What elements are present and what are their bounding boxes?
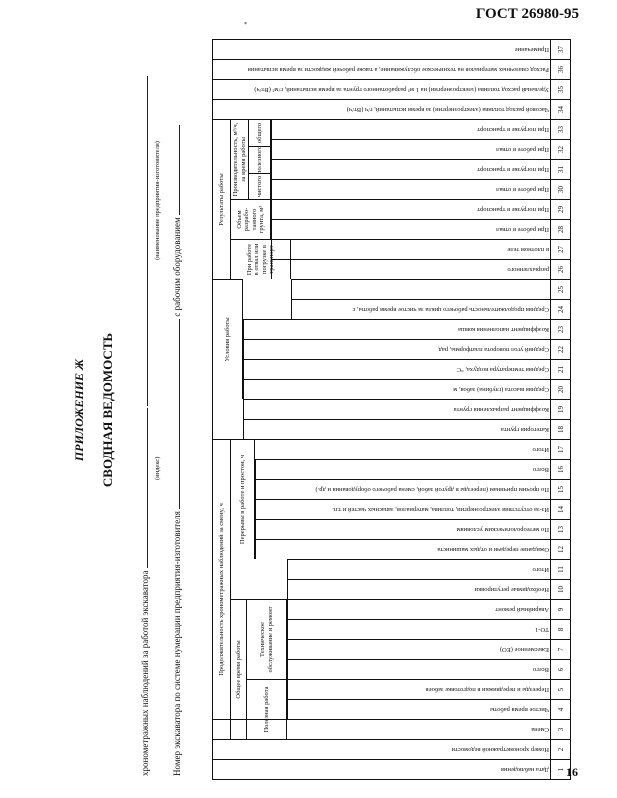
column-label: Итого xyxy=(532,446,549,453)
column-number: 11 xyxy=(550,560,571,579)
column-number: 18 xyxy=(550,420,571,439)
table-column-30 xyxy=(271,179,571,199)
table-column-11 xyxy=(287,559,571,579)
column-number: 24 xyxy=(550,300,571,319)
column-label: Необходимые регулировки xyxy=(474,586,549,593)
column-number: 34 xyxy=(550,100,571,119)
column-number: 5 xyxy=(550,680,571,699)
table-column-28 xyxy=(271,219,571,239)
column-number: 33 xyxy=(550,120,571,139)
column-number: 7 xyxy=(550,640,571,659)
column-label: Коэффициент наполнения ковша xyxy=(458,326,549,333)
table-column-8 xyxy=(287,619,571,639)
excavator-number-blank[interactable] xyxy=(179,319,180,509)
form-header xyxy=(50,40,215,780)
appendix-title: ПРИЛОЖЕНИЕ Ж xyxy=(72,358,86,462)
column-number: 31 xyxy=(550,160,571,179)
column-label: Ожидание передачи и отдых машиниста xyxy=(437,546,549,553)
column-number: 10 xyxy=(550,580,571,599)
group-cycle: При работе в отвал или погрузке в транспорт xyxy=(231,239,291,279)
column-number: 14 xyxy=(550,500,571,519)
column-label: Удельный расход топлива (электроэнергии) на 1 м³ разработанного грунта за время испытаний, г/м³ (Вт/ч) xyxy=(254,86,549,93)
document-title: СВОДНАЯ ВЕДОМОСТЬ xyxy=(100,332,115,488)
column-number: 20 xyxy=(550,380,571,399)
column-label: Расход смазочных материалов на техническое обслуживание, а также рабочей жидкости за время испытания xyxy=(247,66,549,73)
column-label: По метеорологическим условиям xyxy=(456,526,549,533)
table-column-25 xyxy=(291,279,571,299)
table-column-17 xyxy=(213,439,571,459)
column-label xyxy=(295,280,549,299)
page-number: 16 xyxy=(566,765,578,779)
asterisk-mark: * xyxy=(244,22,247,28)
maker-caption: (наименование предприятия-изготовителя) xyxy=(154,141,161,260)
group-results: Результаты работы xyxy=(213,119,231,279)
table-column-20 xyxy=(243,379,571,399)
column-label: При работе в отвал xyxy=(496,186,549,193)
column-number: 13 xyxy=(550,520,571,539)
table-column-36 xyxy=(213,59,571,79)
column-label: в плотном теле xyxy=(507,246,549,253)
table-column-21 xyxy=(243,359,571,379)
table-column-12 xyxy=(255,539,571,559)
column-number: 35 xyxy=(550,80,571,99)
column-label: При погрузке в транспорт xyxy=(477,166,549,173)
column-number: 29 xyxy=(550,200,571,219)
table-column-29 xyxy=(271,199,571,219)
form-line-1-text: хронометражных наблюдений за работой экскаватора xyxy=(140,570,150,776)
column-number: 30 xyxy=(550,180,571,199)
table-column-32 xyxy=(271,139,571,159)
column-label: Всего xyxy=(533,466,549,473)
column-number: 19 xyxy=(550,400,571,419)
column-label: Категория грунта xyxy=(500,426,549,433)
column-label: Средняя температура воздуха, °С xyxy=(456,366,549,373)
table-column-14 xyxy=(255,499,571,519)
column-label: При погрузке в транспорт xyxy=(477,206,549,213)
table-column-37 xyxy=(213,39,571,59)
group-useful: Полезная работа xyxy=(247,679,287,739)
table-column-13 xyxy=(255,519,571,539)
column-number: 16 xyxy=(550,460,571,479)
column-label: Ежесменное (ЕО) xyxy=(499,646,549,653)
column-number: 27 xyxy=(550,240,571,259)
column-label: ТО-1 xyxy=(535,626,549,633)
table-column-33 xyxy=(271,119,571,139)
table-column-4 xyxy=(287,699,571,719)
column-label: Средняя высота (глубина) забоя, м xyxy=(453,386,549,393)
group-tech: Техническое обслуживание и ремонт xyxy=(247,599,287,679)
column-number: 4 xyxy=(550,700,571,719)
column-label: Средний угол поворота платформы, рад xyxy=(438,346,549,353)
column-number: 9 xyxy=(550,600,571,619)
column-label: При погрузке в транспорт xyxy=(477,126,549,133)
group-breaks: Перерывы в работе и простои, ч xyxy=(231,439,255,559)
column-number: 1 xyxy=(550,760,571,779)
column-number: 15 xyxy=(550,480,571,499)
table-column-7 xyxy=(287,639,571,659)
column-label: Коэффициент разрыхления грунта xyxy=(453,406,549,413)
column-label: Чистое время работы xyxy=(490,706,549,713)
form-line-1 xyxy=(140,76,150,776)
table-column-31 xyxy=(271,159,571,179)
column-number: 28 xyxy=(550,220,571,239)
column-number: 22 xyxy=(550,340,571,359)
column-label: Номер хронометражной ведомости xyxy=(451,746,549,753)
column-label: Дата наблюдения xyxy=(501,766,549,773)
column-number: 8 xyxy=(550,620,571,639)
column-number: 12 xyxy=(550,540,571,559)
index-caption: (индекс) xyxy=(154,456,161,480)
table-column-23 xyxy=(243,319,571,339)
index-blank[interactable] xyxy=(147,408,148,568)
column-number: 17 xyxy=(550,440,571,459)
table-column-9 xyxy=(287,599,571,619)
table-column-10 xyxy=(287,579,571,599)
summary-table xyxy=(212,39,571,780)
table-column-16 xyxy=(255,459,571,479)
column-label: Переезды и передвижки в подготовке забоев xyxy=(425,686,549,693)
column-number: 2 xyxy=(550,740,571,759)
column-number: 26 xyxy=(550,260,571,279)
form-line-2 xyxy=(172,125,182,776)
column-label: По прочим причинам (переезды в другой забой, смена рабочего оборудования и др.) xyxy=(315,486,549,493)
column-label: При работе в отвал xyxy=(496,146,549,153)
group-total-time: Общее время работы xyxy=(231,599,247,739)
prod-clean: чистого xyxy=(249,173,271,199)
table-column-34 xyxy=(213,99,571,119)
table-column-1 xyxy=(213,759,571,779)
table-column-24 xyxy=(291,299,571,319)
column-number: 37 xyxy=(550,40,571,59)
column-label: Из-за отсутствия электроэнергии, топлива, материалов, запасных частей и т.п. xyxy=(332,506,549,513)
table-column-18 xyxy=(243,419,571,439)
column-label: Средняя продолжительность рабочего цикла за чистое время работы, с xyxy=(352,306,549,313)
table-column-15 xyxy=(255,479,571,499)
column-number: 23 xyxy=(550,320,571,339)
equipment-caption: с рабочим оборудованием xyxy=(172,217,182,317)
table-column-2 xyxy=(213,739,571,759)
prod-total: общего xyxy=(249,119,271,146)
column-label: разрыхленного xyxy=(507,266,549,273)
table-column-5 xyxy=(287,679,571,699)
table-column-3 xyxy=(213,719,571,739)
standard-number: ГОСТ 26980-95 xyxy=(475,6,579,22)
column-number: 6 xyxy=(550,660,571,679)
column-label: Всего xyxy=(533,666,549,673)
form-line-2-text: Номер экскаватора по системе нумерации предприятия-изготовителя xyxy=(172,511,182,776)
column-number: 21 xyxy=(550,360,571,379)
column-label: Смена xyxy=(531,726,549,733)
table-column-27 xyxy=(271,239,571,259)
column-label: Часовой расход топлива (электроэнергии) за время испытаний, г/ч (Вт/ч) xyxy=(346,106,549,113)
table-column-22 xyxy=(243,339,571,359)
column-number: 36 xyxy=(550,60,571,79)
group-productivity: Производительность, м³/ч, за время работы xyxy=(231,119,249,199)
table-column-19 xyxy=(243,399,571,419)
table-column-35 xyxy=(213,79,571,99)
table-bottom-border xyxy=(570,39,571,779)
group-conditions: Условия работы xyxy=(213,279,243,399)
group-duration: Продолжительность хронометражных наблюдений за смену, ч xyxy=(213,439,231,739)
column-label: Примечание xyxy=(514,46,549,53)
equipment-blank[interactable] xyxy=(179,125,180,215)
rotated-page xyxy=(50,40,580,780)
column-label: Аварийный ремонт xyxy=(495,606,549,613)
maker-blank[interactable] xyxy=(147,76,148,406)
table-column-26 xyxy=(271,259,571,279)
table-column-6 xyxy=(287,659,571,679)
column-number: 25 xyxy=(550,280,571,299)
column-number: 3 xyxy=(550,720,571,739)
column-number: 32 xyxy=(550,140,571,159)
prod-useful: полезного xyxy=(249,146,271,173)
column-label: При работе в отвал xyxy=(496,226,549,233)
column-label: Итого xyxy=(532,566,549,573)
group-volume: Объем разрабо-танного грунта, м³ xyxy=(231,199,271,239)
